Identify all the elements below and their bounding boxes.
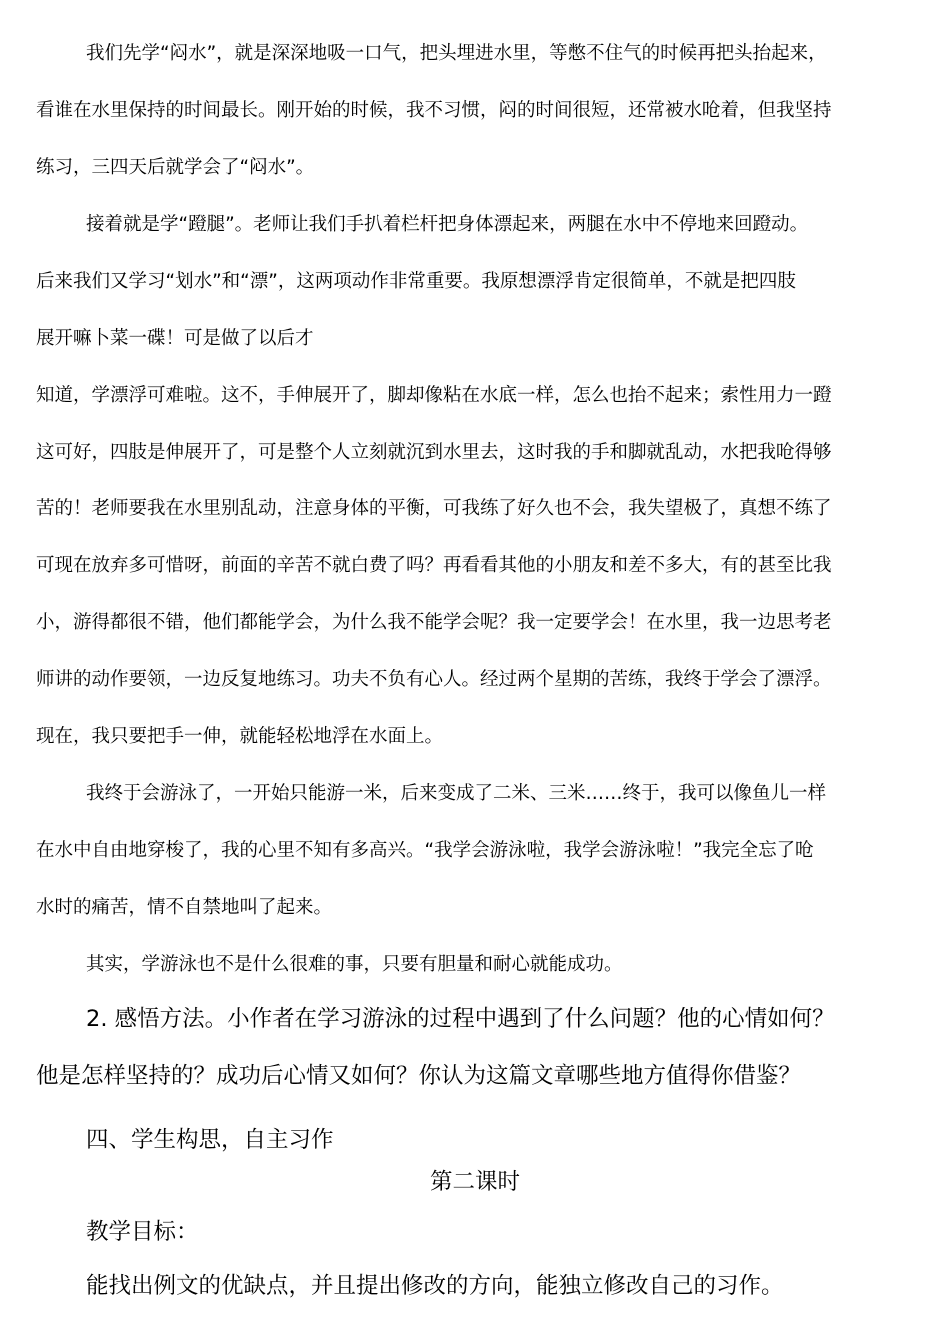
text-line: 知道，学漂浮可难啦。这不，手伸展开了，脚却像粘在水底一样，怎么也抬不起来；索性用力一蹬 (36, 385, 832, 406)
text-line: 可现在放弃多可惜呀，前面的辛苦不就白费了吗？再看看其他的小朋友和差不多大，有的甚至比我 (36, 555, 832, 576)
text-line: 小，游得都很不错，他们都能学会，为什么我不能学会呢？我一定要学会！在水里，我一边思考老 (36, 612, 832, 633)
text-line: 现在，我只要把手一伸，就能轻松地浮在水面上。 (36, 726, 444, 747)
text-line: 苦的！老师要我在水里别乱动，注意身体的平衡，可我练了好久也不会，我失望极了，真想不练了 (36, 498, 832, 519)
text-line: 水时的痛苦，情不自禁地叫了起来。 (36, 897, 333, 918)
goal-label: 教学目标： (86, 1219, 199, 1245)
text-line: 这可好，四肢是伸展开了，可是整个人立刻就沉到水里去，这时我的手和脚就乱动，水把我呛得够 (36, 442, 832, 463)
text-line: 在水中自由地穿梭了，我的心里不知有多高兴。“我学会游泳啦，我学会游泳啦！”我完全忘了呛 (36, 840, 814, 861)
text-line: 练习，三四天后就学会了“闷水”。 (36, 157, 315, 178)
section-heading: 四、学生构思，自主习作 (86, 1127, 334, 1153)
goal-text: 能找出例文的优缺点，并且提出修改的方向，能独立修改自己的习作。 (86, 1273, 784, 1299)
text-line: 我终于会游泳了，一开始只能游一米，后来变成了二米、三米……终于，我可以像鱼儿一样 (86, 783, 827, 804)
question-line: 他是怎样坚持的？成功后心情又如何？你认为这篇文章哪些地方值得你借鉴？ (36, 1063, 802, 1089)
text-line: 看谁在水里保持的时间最长。刚开始的时候，我不习惯，闷的时间很短，还常被水呛着，但我坚持 (36, 100, 832, 121)
lesson-title: 第二课时 (429, 1169, 520, 1195)
text-line: 后来我们又学习“划水”和“漂”，这两项动作非常重要。我原想漂浮肯定很简单，不就是把四肢 (36, 271, 796, 292)
text-line: 其实，学游泳也不是什么很难的事，只要有胆量和耐心就能成功。 (86, 954, 623, 975)
text-line: 我们先学“闷水”，就是深深地吸一口气，把头埋进水里，等憋不住气的时候再把头抬起来， (86, 43, 827, 64)
text-line: 接着就是学“蹬腿”。老师让我们手扒着栏杆把身体漂起来，两腿在水中不停地来回蹬动。 (86, 214, 809, 235)
question-line: 2. 感悟方法。小作者在学习游泳的过程中遇到了什么问题？他的心情如何？ (86, 1006, 835, 1032)
text-line: 展开嘛卜菜一碟！可是做了以后才 (36, 328, 314, 349)
text-line: 师讲的动作要领，一边反复地练习。功夫不负有心人。经过两个星期的苦练，我终于学会了漂浮。 (36, 669, 832, 690)
